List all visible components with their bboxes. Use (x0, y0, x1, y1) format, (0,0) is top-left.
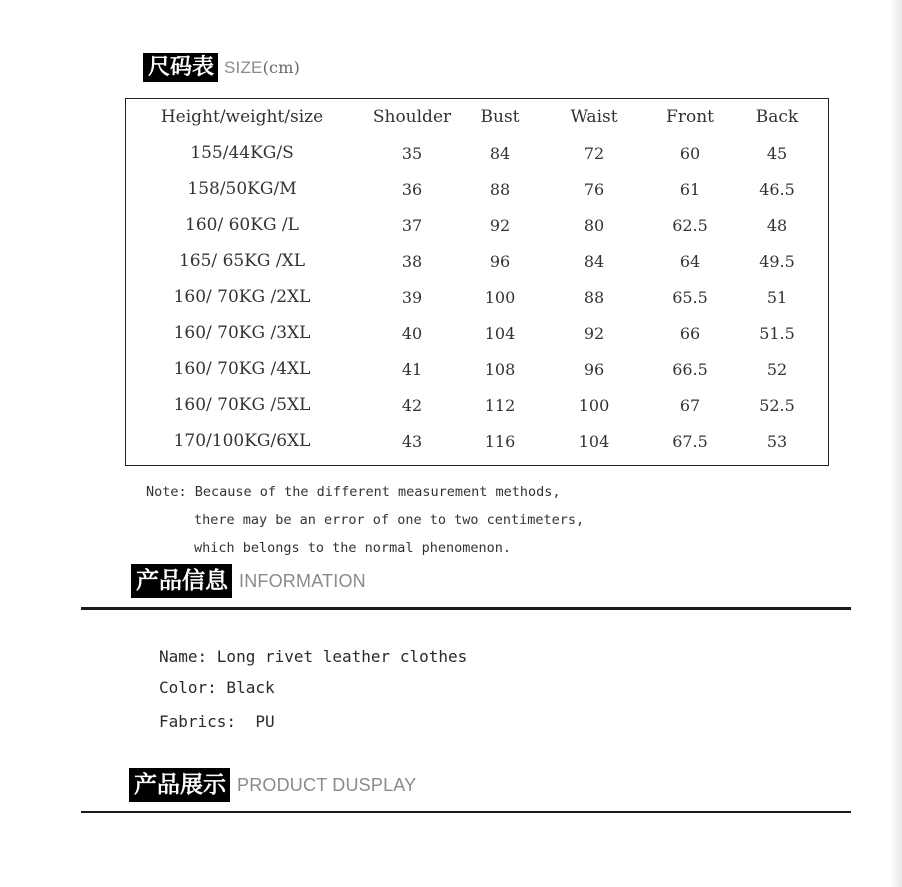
size-cell: 158/50KG/M (187, 179, 297, 199)
waist-cell: 80 (583, 215, 605, 235)
waist-cell: 88 (583, 287, 605, 307)
shoulder-cell: 36 (401, 179, 423, 199)
bust-cell: 112 (484, 395, 516, 415)
size-cell: 170/100KG/6XL (173, 431, 311, 451)
back-cell: 51 (766, 287, 788, 307)
back-cell: 46.5 (759, 179, 795, 199)
shoulder-cell: 43 (401, 431, 423, 451)
bust-cell: 88 (489, 179, 511, 199)
size-chart-title-cn: 尺码表 (143, 53, 218, 82)
size-chart-table-frame (125, 98, 829, 466)
table-row (126, 135, 828, 171)
bust-cell: 108 (484, 359, 516, 379)
product-info-title-cn: 产品信息 (131, 564, 232, 598)
front-cell: 66 (679, 323, 701, 343)
product-info-title-en: INFORMATION (239, 570, 366, 591)
bust-cell: 92 (489, 215, 511, 235)
front-cell: 61 (679, 179, 701, 199)
table-row (126, 171, 828, 207)
table-row (126, 243, 828, 279)
front-cell: 60 (679, 143, 701, 163)
shoulder-cell: 41 (401, 359, 423, 379)
size-cell: 160/ 60KG /L (185, 215, 299, 235)
back-cell: 49.5 (759, 251, 795, 271)
product-display-title-cn: 产品展示 (129, 768, 230, 802)
size-cell: 155/44KG/S (190, 143, 294, 163)
waist-cell: 72 (583, 143, 605, 163)
header-height-weight-size: Height/weight/size (160, 107, 324, 127)
product-display-heading (129, 768, 416, 802)
size-cell: 160/ 70KG /5XL (173, 395, 311, 415)
back-cell: 53 (766, 431, 788, 451)
header-back: Back (755, 107, 799, 127)
back-cell: 52 (766, 359, 788, 379)
note-line-2: there may be an error of one to two centimeters, (194, 512, 585, 528)
size-cell: 160/ 70KG /4XL (173, 359, 311, 379)
bust-cell: 96 (489, 251, 511, 271)
section-divider (81, 607, 851, 610)
size-cell: 165/ 65KG /XL (178, 251, 305, 271)
size-chart-table (126, 99, 828, 459)
measurement-note (146, 478, 584, 562)
waist-cell: 76 (583, 179, 605, 199)
waist-cell: 92 (583, 323, 605, 343)
waist-cell: 100 (578, 395, 610, 415)
table-header-row (126, 99, 828, 135)
bust-cell: 116 (484, 431, 516, 451)
table-row (126, 423, 828, 459)
back-cell: 51.5 (759, 323, 795, 343)
product-info-block (159, 643, 467, 739)
product-fabrics: Fabrics: PU (159, 712, 275, 731)
table-row (126, 279, 828, 315)
front-cell: 67.5 (672, 431, 708, 451)
size-chart-title-en (224, 58, 300, 78)
size-cell: 160/ 70KG /2XL (173, 287, 311, 307)
bust-cell: 84 (489, 143, 511, 163)
table-row (126, 315, 828, 351)
waist-cell: 84 (583, 251, 605, 271)
header-front: Front (666, 107, 714, 127)
shoulder-cell: 39 (401, 287, 423, 307)
front-cell: 62.5 (672, 215, 708, 235)
product-display-title-en: PRODUCT DUSPLAY (237, 774, 417, 795)
front-cell: 64 (679, 251, 701, 271)
shoulder-cell: 38 (401, 251, 423, 271)
size-chart-heading (143, 53, 300, 82)
section-divider (81, 811, 851, 813)
product-info-heading (131, 564, 366, 598)
size-title-text: SIZE (224, 57, 263, 77)
front-cell: 67 (679, 395, 701, 415)
back-cell: 48 (766, 215, 788, 235)
product-name: Name: Long rivet leather clothes (159, 647, 468, 666)
waist-cell: 104 (578, 431, 610, 451)
shoulder-cell: 35 (401, 143, 423, 163)
table-row (126, 351, 828, 387)
note-line-1: Note: Because of the different measurement methods, (146, 484, 561, 500)
waist-cell: 96 (583, 359, 605, 379)
product-color: Color: Black (159, 678, 275, 697)
header-bust: Bust (480, 107, 520, 127)
bust-cell: 104 (484, 323, 516, 343)
bust-cell: 100 (484, 287, 516, 307)
right-edge-shadow (890, 0, 902, 887)
table-row (126, 387, 828, 423)
size-unit: (cm) (262, 57, 301, 77)
shoulder-cell: 40 (401, 323, 423, 343)
back-cell: 52.5 (759, 395, 795, 415)
shoulder-cell: 37 (401, 215, 423, 235)
note-line-3: which belongs to the normal phenomenon. (194, 540, 511, 556)
size-cell: 160/ 70KG /3XL (173, 323, 311, 343)
front-cell: 66.5 (672, 359, 708, 379)
header-waist: Waist (570, 107, 618, 127)
header-shoulder: Shoulder (372, 107, 452, 127)
back-cell: 45 (766, 143, 788, 163)
shoulder-cell: 42 (401, 395, 423, 415)
table-row (126, 207, 828, 243)
front-cell: 65.5 (672, 287, 708, 307)
